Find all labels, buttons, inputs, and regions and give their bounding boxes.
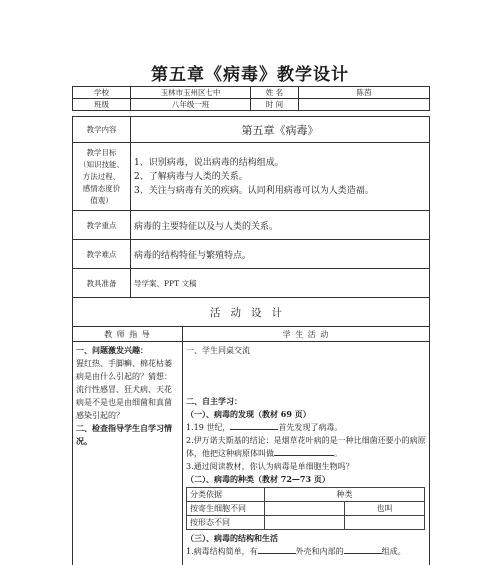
question-2: 2.伊万诺夫斯基的结论：是烟草花叶病的是一种比细菌还要小的病原体，他把这种病原体叫做 。 [186, 436, 426, 458]
student-step2-title: 二、自主学习： [186, 396, 242, 406]
activity-heading: 活动设计 [73, 298, 430, 327]
tools-label: 教具准备 [73, 269, 131, 298]
goals-label [73, 143, 131, 211]
cls-shape-cell-2 [345, 516, 425, 530]
student-types-title: （二）、病毒的种类（教材 72—73 页） [186, 474, 330, 484]
content-value: 第五章《病毒》 [131, 117, 430, 143]
class-label: 班级 [73, 99, 131, 111]
goals-label-line: 教学目标 [86, 147, 117, 157]
teacher-column-header: 教 师 指 导 [73, 327, 183, 342]
cls-also-called: 也叫 [345, 502, 425, 516]
goals-label-line: （知识技能、 [79, 159, 124, 169]
cls-kind-header: 种类 [265, 488, 425, 502]
student-discovery-title: （一）、病毒的发现（教材 69 页） [186, 409, 311, 419]
content-label: 教学内容 [73, 117, 131, 143]
page-title: 第五章《病毒》教学设计 [151, 65, 349, 85]
key-point-value: 病毒的主要特征以及与人类的关系。 [131, 211, 430, 240]
name-label: 姓 名 [251, 87, 299, 99]
teacher-part1-text: 猩红热、手脚癣、棉花枯萎病是由什么引起的？猜想：流行性感冒、狂犬病、天花病是不是也是由细菌和真菌感染引起的？ [76, 359, 172, 420]
student-column-header: 学 生 活 动 [183, 327, 430, 342]
teacher-part2-title: 二、检查指导学生自学习情况。 [76, 423, 172, 446]
cls-host-cell [265, 502, 345, 516]
lesson-table [72, 116, 430, 565]
key-point-label: 教学重点 [73, 211, 131, 240]
teacher-part1-title: 一、问题激发兴趣： [76, 345, 148, 355]
question-3: 3.通过阅读教材，你认为病毒是单细胞生物吗？ [186, 462, 354, 471]
cls-shape-cell [265, 516, 345, 530]
name-value: 陈茵 [299, 87, 430, 99]
time-value [299, 99, 430, 111]
student-activities [183, 342, 430, 565]
goals-label-line: 感情态度价 [82, 183, 121, 193]
goals-label-line: 值观） [90, 195, 113, 205]
goals-label-line: 方法过程、 [82, 171, 121, 181]
info-table [72, 86, 430, 111]
student-structure-title: （三）、病毒的结构和生活 [186, 533, 278, 543]
tools-value: 导学案、PPT 文稿 [131, 269, 430, 298]
teacher-guidance [73, 342, 183, 565]
goal-item: 1、识别病毒，说出病毒的结构组成。 [134, 157, 284, 168]
goals-list [131, 143, 430, 211]
goal-item: 2、了解病毒与人类的关系。 [134, 171, 248, 182]
difficulty-value: 病毒的结构特征与繁殖特点。 [131, 240, 430, 269]
question-4: 1.病毒结构简单，有 外壳和内部的 组成。 [186, 547, 406, 556]
cls-shape-row: 按形态不同 [187, 516, 265, 530]
school-value: 玉林市玉州区七中 [131, 87, 251, 99]
class-value: 八年级一班 [131, 99, 251, 111]
goal-item: 3、关注与病毒有关的疾病。认同利用病毒可以为人类造福。 [134, 185, 374, 196]
question-1: 1.19 世纪， 首先发现了病毒。 [186, 423, 343, 432]
cls-host-row: 按寄生细胞不同 [187, 502, 265, 516]
cls-basis-header: 分类依据 [187, 488, 265, 502]
classification-table [186, 487, 425, 530]
school-label: 学校 [73, 87, 131, 99]
time-label: 时 间 [251, 99, 299, 111]
student-step1: 一、学生同桌交流 [186, 346, 250, 355]
difficulty-label: 教学难点 [73, 240, 131, 269]
